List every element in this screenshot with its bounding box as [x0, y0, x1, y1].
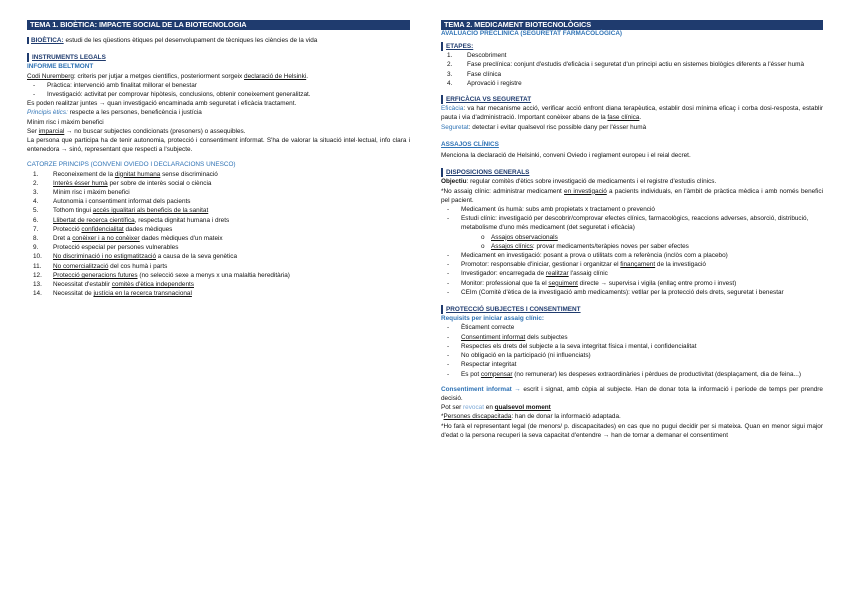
- eficacia-paragraph: [441, 104, 823, 122]
- item-pre: Protecció especial per persones vulnerables: [53, 244, 179, 252]
- left-column: [27, 20, 410, 298]
- principle-item: [33, 197, 410, 206]
- principle-item: [33, 216, 410, 225]
- item-underlined: seguiment: [548, 279, 578, 287]
- etapa-text: Aprovació i registre: [467, 79, 522, 87]
- requisit-item: - No obligació en la participació (ni influenciats): [447, 352, 591, 360]
- objectiu-text: : regular comitès d'ètics sobre investigació de medicaments i el registre d'estudis clínics.: [466, 178, 717, 186]
- item-pre: Promotor: responsable d'iniciar, gestionar i organitzar el: [461, 261, 621, 269]
- helsinki-tail: .: [306, 72, 308, 80]
- principle-number: 13.: [33, 281, 42, 289]
- item-post: (no remunerar) les despeses extraordinàries i pèrdues de productivitat (desplaçament, dia de feina...): [512, 370, 801, 378]
- disposicions-list: [441, 205, 823, 233]
- principle-item: [33, 271, 410, 280]
- nuremberg-paragraph: [27, 72, 410, 81]
- item-underlined: compensar: [480, 370, 513, 378]
- item-pre: Estudi clínic: investigació per descobrir/comprovar efectes clínics, farmacològics, reaccions adverses, absorció, distribució, metabolisme d'uno més medicament (det seguretat i eficàcia): [461, 215, 809, 232]
- assajos-sublist: [441, 233, 823, 251]
- etapa-item: [447, 60, 823, 69]
- seguretat-text: : detectar i evitar qualsevol risc possible dany per l'ésser humà: [468, 123, 647, 131]
- item-underlined: No comercialització: [53, 262, 109, 270]
- requisit-item: - Èticament correcte: [447, 324, 515, 332]
- item-post: dels subjectes: [525, 333, 568, 341]
- item-pre: Dret a: [53, 235, 73, 243]
- item-post: directe → supervisa i vigila (enllaç entre promo i invest): [577, 279, 737, 287]
- etapes-heading: ETAPES:: [441, 42, 823, 51]
- instruments-heading: INSTRUMENTS LEGALS: [27, 53, 410, 62]
- pot-ser-paragraph: [441, 403, 823, 412]
- item-text: [461, 269, 608, 278]
- principle-number: 6.: [33, 216, 39, 224]
- principle-number: 7.: [33, 225, 39, 233]
- item-pre: Autonomia i consentiment informat dels pacients: [53, 198, 191, 206]
- etapa-item: [447, 51, 823, 60]
- proteccio-heading: PROTECCIÓ SUBJECTES I CONSENTIMENT: [441, 305, 823, 314]
- item-text: [461, 205, 655, 214]
- item-text: [53, 243, 178, 252]
- consentiment-text: escrit i signat, amb còpia al subjecte. Han de donar tota la informació i període de temps per prendre decisió.: [441, 385, 823, 402]
- item-text: [461, 260, 706, 269]
- no-assaig-paragraph: [441, 187, 823, 205]
- etapa-number: 1.: [447, 52, 453, 60]
- requisits-list: [441, 323, 823, 378]
- etapa-text: Fase clínica: [467, 70, 502, 78]
- principle-number: 1.: [33, 170, 39, 178]
- etapa-text: Fase preclínica: conjunt d'estudis d'eficàcia i seguretat d'un principi actiu en sistemes biològics diferents a l'ésser humà: [467, 61, 805, 69]
- principis-label: Principis ètics:: [27, 109, 68, 117]
- principle-item: [33, 225, 410, 234]
- avaluacio-subtitle: AVALUACIÓ PRECLÍNICA (SEGURETAT FARMACOLÒGICA): [441, 30, 623, 37]
- principle-number: 2.: [33, 179, 39, 187]
- ser-pre: Ser: [27, 127, 39, 135]
- item-pre: Monitor: professional que fa el: [461, 279, 549, 287]
- principle-item: [33, 243, 410, 252]
- requisit-item: - Consentiment informat dels subjectes: [447, 333, 568, 341]
- eficacia-text: : va har mecanisme acció, verificar acció enfront diana terapèutica, establir dosi mínima eficaç i corba dosi-resposta, establir pauta i via d'administració. Important conèixer abans de la: [441, 105, 823, 122]
- item-post: (no selecció sexe a menys x una malaltia hereditària): [137, 271, 290, 279]
- persona-text: La persona que participa ha de tenir autonomia, protecció i consentiment informat. S'ha de valorar la situació intel·lectual, info clara i entenedora → sinó, representant que respecti a l'subjecte.: [27, 137, 410, 154]
- no-assaig-pre: *No assaig clínic: administrar medicament: [441, 187, 565, 195]
- tema1-title: TEMA 1. BIOÈTICA: IMPACTE SOCIAL DE LA BIOTECNOLOGIA: [27, 20, 410, 30]
- item-underlined: Protecció generacions futures: [53, 271, 138, 279]
- principle-number: 12.: [33, 271, 42, 279]
- practica-text: Pràctica: intervenció amb finalitat millorar el benestar: [47, 81, 197, 89]
- item-text: [53, 234, 223, 243]
- seguretat-paragraph: [441, 123, 823, 132]
- bioetica-text: estudi de les qüestions ètiques pel desenvolupament de tècniques les ciències de la vida: [63, 37, 318, 44]
- assaig-subitem: o Assajos observacionals: [481, 233, 558, 241]
- assajos-heading: ASSAJOS CLÍNICS: [441, 140, 499, 148]
- pot-ser-mid: en: [484, 404, 495, 412]
- requisit-item: - Respectar integritat: [447, 361, 517, 369]
- item-pre: No obligació en la participació (ni influenciats): [461, 352, 591, 360]
- no-assaig-post: a pacients individuals, en l'àmbit de pràctica mèdica i amb només benefici pel pacient.: [441, 187, 823, 204]
- seguretat-label: Seguretat: [441, 123, 469, 131]
- principle-item: [33, 170, 410, 179]
- item-underlined: accés igualitari als beneficis de la sanitat: [92, 207, 209, 215]
- item-pre: Necessitat d'establir: [53, 281, 112, 289]
- principle-number: 9.: [33, 244, 39, 252]
- item-text: [461, 288, 784, 297]
- etapa-number: 2.: [447, 61, 453, 69]
- item-text: [461, 351, 591, 360]
- item-underlined: No discriminació i no estigmatització: [53, 253, 156, 261]
- item-underlined: justícia en la recerca transnacional: [93, 290, 192, 298]
- bioetica-definition: [27, 36, 410, 45]
- consentiment-paragraph: [441, 385, 823, 403]
- es-poden-text: Es poden realitzar juntes → quan investigació encaminada amb seguretat i eficàcia tractament.: [27, 100, 297, 108]
- item-text: [53, 225, 172, 234]
- principle-item: [33, 289, 410, 298]
- etapa-item: [447, 79, 823, 88]
- item-text: [461, 279, 736, 288]
- disposicions-heading: DISPOSICIONS GENERALS: [441, 168, 823, 177]
- item-text: [53, 179, 211, 188]
- principle-number: 11.: [33, 262, 42, 270]
- principle-number: 14.: [33, 290, 42, 298]
- item-text: [461, 214, 823, 232]
- item-text: [53, 271, 290, 280]
- disposicions-list-2: [441, 251, 823, 297]
- persones-post: : han de donar la informació adaptada.: [511, 413, 621, 421]
- eficacia-label: Eficàcia: [441, 105, 464, 113]
- investigacio-text: Investigació: activitat per comprovar hipòtesis, conclusions, obtenir coneixement generalitzat.: [47, 91, 311, 99]
- item-post: del cos humà i parts: [108, 262, 168, 270]
- objectiu-paragraph: [441, 177, 823, 186]
- item-text: [491, 242, 689, 251]
- principle-item: [33, 179, 410, 188]
- informe-heading: INFORME BELTMONT: [27, 63, 94, 71]
- menors-text: *Ho farà el representant legal (de menors/ p. discapacitades) en cas que no pugui decidir per si mateixa. Quan en menor sigui major d'edat o la persona recuperi la seva capacitat d'entendre → han de tornar a demanar el consentiment: [441, 422, 823, 439]
- item-text: [461, 251, 728, 260]
- item-pre: Respectar integritat: [461, 361, 517, 369]
- list-item: - Investigació: activitat per comprovar hipòtesis, conclusions, obtenir coneixement generalitzat.: [33, 91, 311, 99]
- principles-list: [27, 170, 410, 299]
- nuremberg-label: Codi Nuremberg: [27, 72, 74, 80]
- principle-number: 3.: [33, 189, 39, 197]
- item-pre: Reconeixement de la: [53, 170, 115, 178]
- item-underlined: conèixer i a no conèixer: [72, 235, 140, 243]
- item-pre: Medicament ús humà: subs amb propietats x tractament o prevenció: [461, 206, 655, 214]
- principis-paragraph: [27, 108, 410, 117]
- etapa-item: [447, 70, 823, 79]
- item-pre: Investigador: encarregada de: [461, 270, 546, 278]
- ser-post: → no buscar subjectes condicionats (presoners) o assequibles.: [64, 127, 246, 135]
- item-pre: Èticament correcte: [461, 324, 515, 332]
- imparcial-paragraph: [27, 127, 410, 136]
- minim-risc-text: Mínim risc i màxim benefici: [27, 118, 104, 126]
- item-underlined: comitès d'ètica independents: [111, 281, 194, 289]
- item-post: de la investigació: [655, 261, 706, 269]
- item-text: [491, 233, 558, 242]
- etapa-text: Descobriment: [467, 52, 507, 60]
- disposicio-item: - Investigador: encarregada de realitzar l'assaig clínic: [447, 270, 608, 278]
- item-text: [461, 360, 516, 369]
- item-pre: Es pot: [461, 370, 481, 378]
- catorze-heading: CATORZE PRINCIPS (CONVENI OVIEDO I DECLARACIONS UNESCO): [27, 161, 236, 169]
- item-post: sense discriminació: [160, 170, 218, 178]
- principle-item: [33, 280, 410, 289]
- etapes-list: [441, 51, 823, 88]
- disposicio-item: - Monitor: professional que fa el seguiment directe → supervisa i vigila (enllaç entre promo i invest): [447, 279, 737, 287]
- consentiment-label: Consentiment informat →: [441, 385, 521, 393]
- item-text: [461, 333, 568, 342]
- item-text: [53, 206, 208, 215]
- nuremberg-text: : criteris per jutjar a metges cientifics, posteriorment sorgeix: [73, 72, 245, 80]
- disposicio-item: - Medicament en investigació: posant a prova o utilitats com a referència (inclòs com a placebo): [447, 252, 728, 260]
- item-underlined: realitzar: [545, 270, 569, 278]
- disposicio-item: - Promotor: responsable d'iniciar, gestionar i organitzar el finançament de la investigació: [447, 261, 706, 269]
- tema2-title: TEMA 2. MEDICAMENT BIOTECNOLÒGICS: [441, 20, 823, 30]
- objectiu-label: Objectiu: [441, 178, 467, 186]
- item-post: : provar medicaments/teràpies noves per saber efectes: [532, 242, 689, 250]
- eficacia-heading: ERFICÀCIA VS SEGURETAT: [441, 95, 823, 104]
- item-underlined: Consentiment informat: [461, 333, 526, 341]
- persones-paragraph: [441, 412, 823, 421]
- pot-ser-pre: Pot ser: [441, 404, 464, 412]
- no-assaig-term: en investigació: [564, 187, 607, 195]
- persones-pre: *: [441, 413, 444, 421]
- item-underlined: finançament: [620, 261, 656, 269]
- item-underlined: Assajos observacionals: [491, 233, 558, 241]
- bioetica-label: BIOÈTICA:: [27, 37, 64, 44]
- assajos-text: Menciona la declaració de Helsinki, conveni Oviedo i reglament europeu i el reial decret.: [441, 152, 691, 160]
- item-post: dades mèdiques d'un mateix: [139, 235, 223, 243]
- list-item: - Pràctica: intervenció amb finalitat millorar el benestar: [33, 81, 197, 89]
- disposicio-item: - Estudi clínic: investigació per descobrir/comprovar efectes clínics, farmacològics, reaccions adverses, absorció, distribució, metabolisme d'uno més medicament (det seguretat i eficàcia): [447, 214, 823, 232]
- item-underlined: dignitat humana: [114, 170, 161, 178]
- item-text: [53, 262, 167, 271]
- imparcial-term: imparcial: [38, 127, 65, 135]
- etapa-number: 4.: [447, 79, 453, 87]
- item-underlined: confidencialitat: [81, 225, 124, 233]
- principle-number: 5.: [33, 207, 39, 215]
- etapa-number: 3.: [447, 70, 453, 78]
- requisit-item: - Respectes els drets del subjecte a la seva integritat física i mental, i confidencialitat: [447, 342, 697, 350]
- helsinki-link: declaració de Helsinki: [244, 72, 307, 80]
- revocat-term: revocat: [463, 404, 484, 412]
- item-underlined: Interès ésser humà: [53, 179, 108, 187]
- item-post: dades mèdiques: [123, 225, 173, 233]
- assaig-subitem: o Assajos clínics: provar medicaments/teràpies noves per saber efectes: [481, 242, 689, 250]
- principle-number: 8.: [33, 235, 39, 243]
- principle-item: [33, 234, 410, 243]
- item-text: [53, 170, 218, 179]
- qualsevol-term: qualsevol moment: [494, 404, 551, 412]
- right-column: [441, 20, 823, 440]
- principle-item: [33, 262, 410, 271]
- principle-item: [33, 252, 410, 261]
- disposicio-item: - Medicament ús humà: subs amb propietats x tractament o prevenció: [447, 206, 655, 214]
- item-pre: Medicament en investigació: posant a prova o utilitats com a referència (inclòs com a placebo): [461, 252, 728, 260]
- item-underlined: Llibertat de recerca científica: [53, 216, 135, 224]
- item-underlined: Assajos clínics: [491, 242, 533, 250]
- persones-term: Persones discapacitada: [443, 413, 512, 421]
- nuremberg-list: [27, 81, 410, 99]
- principle-item: [33, 206, 410, 215]
- principle-item: [33, 188, 410, 197]
- item-text: [53, 289, 192, 298]
- item-pre: Mínim risc i màxim benefici: [53, 189, 130, 197]
- item-pre: Necessitat de: [53, 290, 94, 298]
- item-text: [53, 252, 237, 261]
- requisits-heading: Requisits per iniciar assaig clínic:: [441, 315, 544, 323]
- item-text: [53, 216, 229, 225]
- eficacia-tail: .: [639, 114, 642, 122]
- item-text: [53, 280, 194, 289]
- item-post: per sobre de interès social o ciència: [107, 179, 212, 187]
- item-pre: Respectes els drets del subjecte a la seva integritat física i mental, i confidencialitat: [461, 342, 697, 350]
- item-text: [53, 197, 190, 206]
- item-text: [461, 342, 697, 351]
- principle-number: 4.: [33, 198, 39, 206]
- item-post: a causa de la seva genètica: [156, 253, 238, 261]
- principle-number: 10.: [33, 253, 42, 261]
- item-text: [461, 323, 514, 332]
- item-pre: Protecció: [53, 225, 82, 233]
- item-text: [461, 370, 801, 379]
- principis-text: respecte a les persones, beneficència i justícia: [67, 109, 202, 117]
- item-text: [53, 188, 130, 197]
- item-post: , respecta dignitat humana i drets: [134, 216, 230, 224]
- fase-clinica-term: fase clínica: [607, 114, 640, 122]
- requisit-item: - Es pot compensar (no remunerar) les despeses extraordinàries i pèrdues de productivitat (desplaçament, dia de feina...): [447, 370, 801, 378]
- item-post: l'assaig clínic: [568, 270, 608, 278]
- disposicio-item: - CEIm (Comitè d'ètica de la investigació amb medicaments): vetllar per la protecció dels drets, seguretat i benestar: [447, 288, 784, 296]
- item-pre: CEIm (Comitè d'ètica de la investigació amb medicaments): vetllar per la protecció dels drets, seguretat i benestar: [461, 288, 784, 296]
- item-pre: Tothom tingui: [53, 207, 93, 215]
